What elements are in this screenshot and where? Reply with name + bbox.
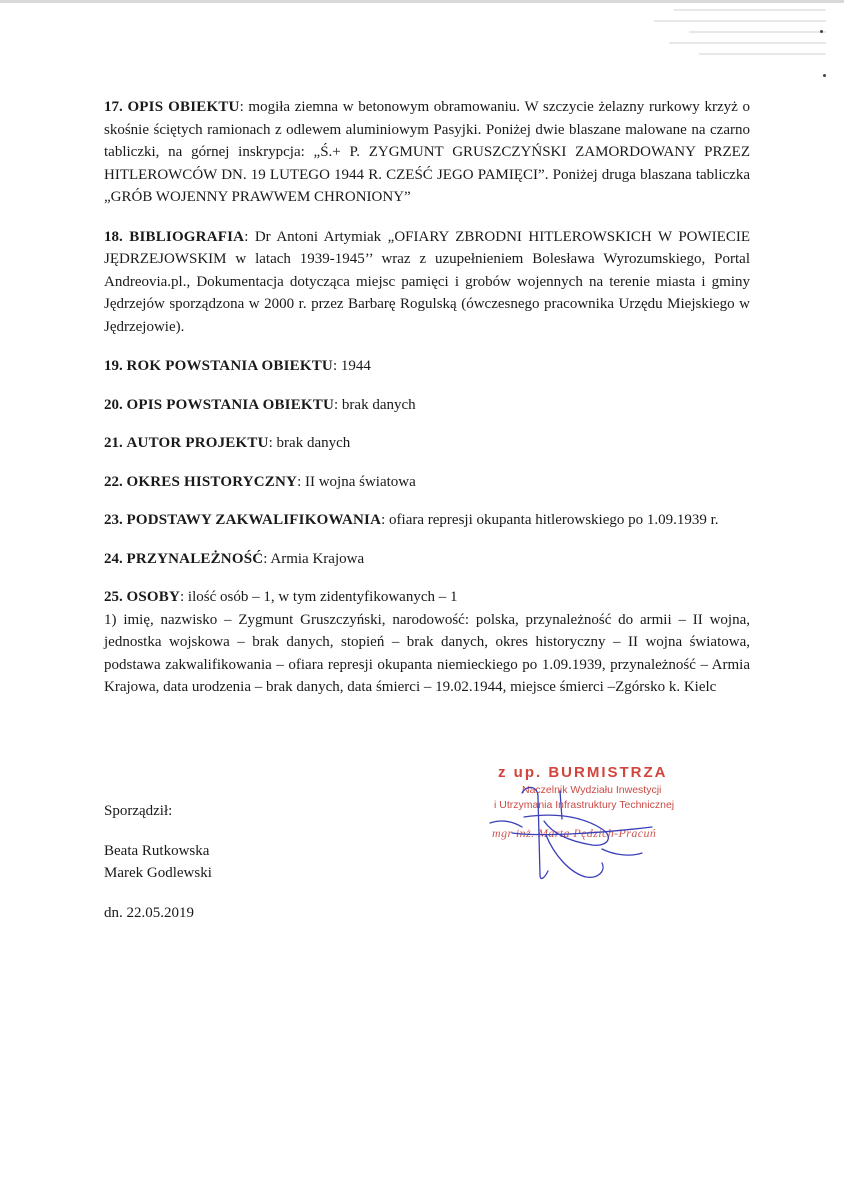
section-number: 23. bbox=[104, 512, 123, 528]
section-bibliografia bbox=[104, 226, 750, 339]
section-text: : 1944 bbox=[332, 358, 371, 374]
section-label: OPIS OBIEKTU bbox=[127, 99, 240, 115]
section-label: BIBLIOGRAFIA bbox=[129, 228, 245, 245]
stamp-line: Naczelnik Wydziału Inwestycji bbox=[522, 784, 662, 796]
section-number: 22. bbox=[104, 473, 123, 490]
stamp-title: z up. BURMISTRZA bbox=[498, 764, 668, 781]
prepared-by-person: Marek Godlewski bbox=[104, 865, 212, 881]
section-podstawy bbox=[104, 509, 750, 532]
scan-speck bbox=[823, 74, 826, 77]
section-text: : Armia Krajowa bbox=[263, 550, 365, 567]
prepared-by-block bbox=[104, 800, 212, 924]
section-label: OPIS POWSTANIA OBIEKTU bbox=[126, 396, 335, 413]
section-text: : Dr Antoni Artymiak „OFIARY ZBRODNI HITLEROWSKICH W POWIECIE JĘDRZEJOWSKIM w latach 1939-1945’’ wraz z uzupełnieniem Bolesława Wyrozumskiego, Portal Andreovia.pl., Dokumentacja dotycząca miejsc pamięci i grobów wojennych na terenie miasta i gminy Jędrzejów sporządzona w 2000 r. przez Barbarę Rogulską (ówczesnego pracownika Urzędu Miejskiego w Jędrzejowie). bbox=[104, 228, 750, 335]
section-number: 17. bbox=[104, 99, 123, 115]
section-osoby bbox=[104, 586, 750, 699]
handwritten-signature bbox=[482, 775, 682, 895]
section-okres-historyczny bbox=[104, 471, 750, 494]
section-label: ROK POWSTANIA OBIEKTU bbox=[126, 358, 333, 374]
section-opis-powstania bbox=[104, 394, 750, 417]
prepared-by-person: Beata Rutkowska bbox=[104, 843, 210, 859]
person-detail: 1) imię, nazwisko – Zygmunt Gruszczyński, narodowość: polska, przynależność do armii – II wojna, jednostka wojskowa – brak danych, stopień – brak danych, okres historyczny – II wojna światowa, podstawa zakwalifikowania – ofiara represji okupanta niemieckiego po 1.09.1939, przynależność – Armia Krajowa, data urodzenia – brak danych, data śmierci – 19.02.1944, miejsce śmierci –Zgórsko k. Kielc bbox=[104, 611, 750, 695]
section-number: 24. bbox=[104, 550, 123, 567]
section-text: : II wojna światowa bbox=[297, 473, 416, 490]
stamp-name: mgr inż. Marta Pędzich-Pracuń bbox=[492, 826, 657, 840]
section-number: 19. bbox=[104, 358, 123, 374]
section-rok-powstania bbox=[104, 355, 750, 378]
section-label: PRZYNALEŻNOŚĆ bbox=[126, 550, 264, 567]
section-autor-projektu bbox=[104, 432, 750, 455]
section-text: : brak danych bbox=[268, 435, 351, 451]
section-label: OKRES HISTORYCZNY bbox=[126, 473, 298, 490]
section-opis-obiektu bbox=[104, 96, 750, 209]
bleed-through-text bbox=[614, 0, 844, 90]
section-label: PODSTAWY ZAKWALIFIKOWANIA bbox=[126, 512, 382, 528]
section-number: 25. bbox=[104, 589, 123, 605]
sections-content bbox=[104, 96, 750, 716]
section-text: : brak danych bbox=[334, 396, 416, 413]
section-text: : ilość osób – 1, w tym zidentyfikowanych – 1 bbox=[180, 589, 458, 605]
section-number: 21. bbox=[104, 435, 123, 451]
document-date: dn. 22.05.2019 bbox=[104, 905, 194, 921]
section-number: 18. bbox=[104, 228, 123, 245]
stamp-line: i Utrzymania Infrastruktury Technicznej bbox=[494, 799, 675, 811]
section-text: : mogiła ziemna w betonowym obramowaniu. W szczycie żelazny rurkowy krzyż o skośnie ściętych ramionach z odlewem aluminiowym Pasyjki. Poniżej dwie blaszane malowane na czarno tabliczki, na górnej inskrypcja: „Ś.+ P. ZYGMUNT GRUSZCZYŃSKI ZAMORDOWANY PRZEZ HITLEROWCÓW DN. 19 LUTEGO 1944 R. CZEŚĆ JEGO PAMIĘCI”. Poniżej druga blaszana tabliczka „GRÓB WOJENNY PRAWWEM CHRONIONY” bbox=[104, 99, 750, 205]
prepared-by-label: Sporządził: bbox=[104, 803, 173, 819]
section-label: AUTOR PROJEKTU bbox=[126, 435, 269, 451]
section-przynaleznosc bbox=[104, 548, 750, 571]
section-label: OSOBY bbox=[126, 589, 181, 605]
section-number: 20. bbox=[104, 396, 123, 413]
section-text: : ofiara represji okupanta hitlerowskiego po 1.09.1939 r. bbox=[381, 512, 719, 528]
scan-speck bbox=[820, 30, 823, 33]
